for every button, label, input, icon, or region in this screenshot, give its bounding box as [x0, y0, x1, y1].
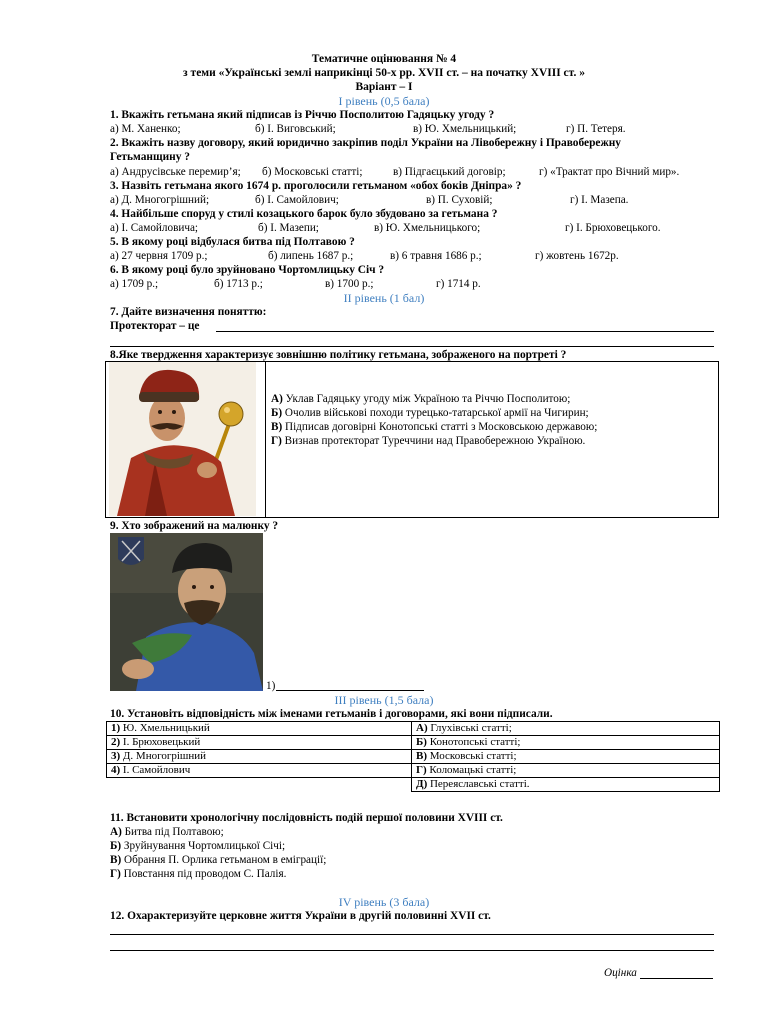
- table-row: [107, 750, 720, 764]
- q11-item-c: В) Обрання П. Орлика гетьманом в еміграції;: [110, 854, 327, 866]
- test-variant: Варіант – І: [355, 81, 413, 93]
- table-row: [107, 764, 720, 778]
- hetman-portrait-2: [110, 533, 263, 691]
- level-3-heading: ІІІ рівень (1,5 бала): [334, 693, 434, 707]
- table-row: [107, 778, 720, 792]
- q4-option-c: в) Ю. Хмельницького;: [374, 222, 481, 234]
- left-cell: 1) Ю. Хмельницький: [107, 722, 412, 736]
- question-12: 12. Охарактеризуйте церковне життя України в другій половинні XVII ст.: [110, 910, 491, 922]
- q2-option-a: а) Андрусівське перемир’я;: [110, 166, 241, 178]
- question-7: 7. Дайте визначення поняттю:: [110, 306, 267, 318]
- question-2-cont: Гетьманщину ?: [110, 151, 190, 163]
- q2-option-b: б) Московські статті;: [262, 166, 363, 178]
- q12-answer-line-1[interactable]: [110, 934, 714, 935]
- q1-option-a: а) М. Ханенко;: [110, 123, 181, 135]
- question-1: 1. Вкажіть гетьмана який підписав із Річчю Посполитою Гадяцьку угоду ?: [110, 109, 495, 121]
- q7-term: Протекторат – це: [110, 320, 200, 332]
- test-title: Тематичне оцінювання № 4: [311, 53, 457, 65]
- q5-option-d: г) жовтень 1672р.: [535, 250, 619, 262]
- right-cell: А) Глухівські статті;: [412, 722, 720, 736]
- q3-option-b: б) І. Самойлович;: [255, 194, 339, 206]
- question-8: 8.Яке твердження характеризує зовнішню політику гетьмана, зображеного на портреті ?: [110, 349, 567, 361]
- q12-answer-line-2[interactable]: [110, 950, 714, 951]
- q11-item-a: А) Битва під Полтавою;: [110, 826, 224, 838]
- question-4: 4. Найбільше споруд у стилі козацького барок було збудовано за гетьмана ?: [110, 208, 498, 220]
- q5-option-b: б) липень 1687 р.;: [268, 250, 354, 262]
- question-9: 9. Хто зображений на малюнку ?: [110, 520, 279, 532]
- q1-option-b: б) І. Виговський;: [255, 123, 336, 135]
- left-cell: [107, 778, 412, 792]
- q3-option-d: г) І. Мазепа.: [570, 194, 629, 206]
- question-5: 5. В якому році відбулася битва під Полтавою ?: [110, 236, 355, 248]
- q8-option-d: Г) Визнав протекторат Туреччини над Правобережною Україною.: [271, 435, 586, 447]
- q11-item-b: Б) Зруйнування Чортомлицької Січі;: [110, 840, 286, 852]
- right-cell: Г) Коломацькі статті;: [412, 764, 720, 778]
- q6-option-b: б) 1713 р.;: [214, 278, 263, 290]
- table-row: [107, 736, 720, 750]
- q3-option-a: а) Д. Многогрішний;: [110, 194, 210, 206]
- q2-option-c: в) Підгаєцький договір;: [393, 166, 506, 178]
- question-10: 10. Установіть відповідність між іменами гетьманів і договорами, які вони підписали.: [110, 708, 553, 720]
- q6-option-d: г) 1714 р.: [436, 278, 481, 290]
- level-1-heading: І рівень (0,5 бала): [338, 94, 430, 108]
- question-6: 6. В якому році було зруйновано Чортомлицьку Січ ?: [110, 264, 385, 276]
- q8-option-c: В) Підписав договірні Конотопські статті з Московською державою;: [271, 421, 598, 433]
- q8-frame-divider: [265, 361, 266, 518]
- question-2: 2. Вкажіть назву договору, який юридично закріпив поділ України на Лівобережну і Правобережну: [110, 137, 621, 149]
- q11-item-d: Г) Повстання під проводом С. Палія.: [110, 868, 287, 880]
- grade-label: Оцінка: [604, 967, 637, 979]
- q9-answer-label: 1): [266, 680, 276, 692]
- q8-option-b: Б) Очолив військові походи турецько-татарської армії на Чигирин;: [271, 407, 589, 419]
- left-cell: 2) І. Брюховецький: [107, 736, 412, 750]
- question-3: 3. Назвіть гетьмана якого 1674 р. проголосили гетьманом «обох боків Дніпра» ?: [110, 180, 522, 192]
- left-cell: 3) Д. Многогрішний: [107, 750, 412, 764]
- grade-line[interactable]: [640, 978, 713, 979]
- hetman-portrait-1: [109, 362, 256, 516]
- question-11: 11. Встановити хронологічну послідовність подій першої половини XVIII ст.: [110, 812, 503, 824]
- right-cell: Б) Конотопські статті;: [412, 736, 720, 750]
- q4-option-a: а) І. Самойловича;: [110, 222, 199, 234]
- left-cell: 4) І. Самойлович: [107, 764, 412, 778]
- level-4-heading: ІV рівень (3 бала): [338, 895, 430, 909]
- level-2-heading: ІІ рівень (1 бал): [343, 291, 425, 305]
- q1-option-c: в) Ю. Хмельницький;: [413, 123, 517, 135]
- q7-answer-line-2[interactable]: [110, 346, 714, 347]
- test-topic: з теми «Українські землі наприкінці 50-х рр. XVII ст. – на початку XVIII ст. »: [183, 67, 585, 79]
- q5-option-c: в) 6 травня 1686 р.;: [390, 250, 482, 262]
- q1-option-d: г) П. Тетеря.: [566, 123, 626, 135]
- q10-matching-table: [106, 721, 720, 792]
- q2-option-d: г) «Трактат про Вічний мир».: [539, 166, 680, 178]
- right-cell: В) Московські статті;: [412, 750, 720, 764]
- q5-option-a: а) 27 червня 1709 р.;: [110, 250, 208, 262]
- q4-option-b: б) І. Мазепи;: [258, 222, 319, 234]
- q8-option-a: А) Уклав Гадяцьку угоду між Україною та Річчю Посполитою;: [271, 393, 571, 405]
- q6-option-a: а) 1709 р.;: [110, 278, 159, 290]
- q7-answer-line-1[interactable]: [216, 331, 714, 332]
- q4-option-d: г) І. Брюховецького.: [565, 222, 661, 234]
- q9-answer-line[interactable]: [276, 690, 424, 691]
- table-row: [107, 722, 720, 736]
- right-cell: Д) Переяславські статті.: [412, 778, 720, 792]
- q6-option-c: в) 1700 р.;: [325, 278, 374, 290]
- q3-option-c: в) П. Суховій;: [426, 194, 493, 206]
